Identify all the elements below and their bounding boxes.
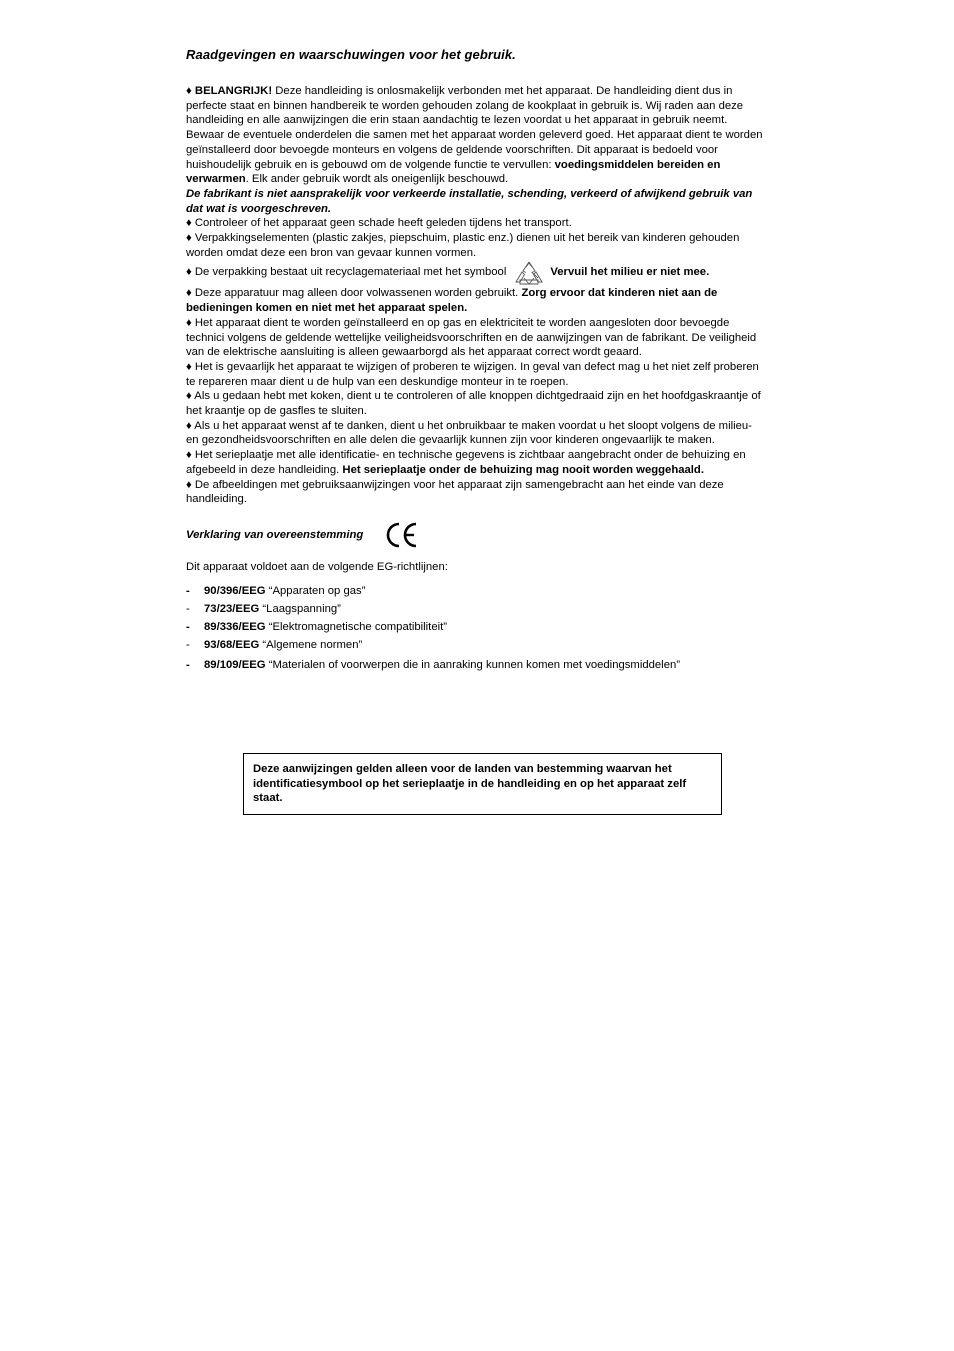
- list-dash: -: [186, 584, 190, 597]
- list-dash: -: [186, 658, 190, 671]
- country-notice-box: Deze aanwijzingen gelden alleen voor de landen van bestemming waarvan het identificatiesymbool op het serieplaatje in de handleiding en op het apparaat zelf staat.: [243, 753, 722, 815]
- after-cooking-paragraph: ♦ Als u gedaan hebt met koken, dient u te controleren of alle knoppen dichtgedraaid zijn en het hoofdgaskraantje of het kraantje op de gasfles te sluiten.: [186, 390, 761, 418]
- declaration-title: Verklaring van overeenstemming: [186, 528, 364, 541]
- important-text: Deze handleiding is onlosmakelijk verbonden met het apparaat. De handleiding dient dus in perfecte staat en binnen handbereik te worden gehouden zolang de kookplaat in gebruik is. Wij raden aan deze handleiding en alle aanwijzingen die erin staan aandachtig te lezen voordat u het apparaat in gebruik neemt. Bewaar de eventuele onderdelen die samen met het apparaat worden geleverd goed. Het apparaat dient te worden geïnstalleerd door bevoegde monteurs en volgens de geldende voorschriften. Dit apparaat is bedoeld voor huishoudelijk gebruik en is gebouwd om de volgende functie te vervullen:: [186, 85, 763, 171]
- directive-item: [186, 621, 766, 633]
- declaration-header: [186, 519, 766, 551]
- adults-only-paragraph: [186, 286, 766, 315]
- directive-code: 90/396/EEG: [204, 584, 266, 597]
- recycle-icon: [512, 260, 546, 286]
- children-warning: Zorg ervoor dat kinderen niet aan de bedieningen komen en niet met het apparaat spelen.: [186, 287, 718, 315]
- directive-code: 89/109/EEG: [204, 658, 266, 671]
- page-title: Raadgevingen en waarschuwingen voor het gebruik.: [186, 47, 516, 62]
- ce-mark-icon: [385, 521, 419, 549]
- directive-description: “Apparaten op gas”: [265, 584, 366, 597]
- directive-item: [186, 603, 766, 615]
- bullet: ♦: [186, 85, 192, 97]
- important-text-end: . Elk ander gebruik wordt als oneigenlijk beschouwd.: [245, 173, 509, 186]
- transport-check: ♦ Controleer of het apparaat geen schade heeft geleden tijdens het transport.: [186, 217, 572, 230]
- liability-notice: De fabrikant is niet aansprakelijk voor verkeerde installatie, schending, verkeerd of afwijkend gebruik van dat wat is voorgeschreven.: [186, 187, 753, 215]
- important-label: BELANGRIJK!: [194, 85, 273, 97]
- important-paragraph: [186, 84, 766, 187]
- directive-code: 73/23/EEG: [204, 602, 260, 615]
- directive-item: [186, 659, 766, 671]
- installation-paragraph: ♦ Het apparaat dient te worden geïnstalleerd en op gas en elektriciteit te worden aangesloten door bevoegde technici volgens de geldende wettelijke veiligheidsvoorschriften en de aanwijzingen van de fabrikant. De veiligheid van de elektrische aansluiting is alleen gewaarborgd als het apparaat correct wordt geaard.: [186, 316, 757, 359]
- document-page: [186, 47, 766, 805]
- directive-code: 89/336/EEG: [204, 620, 266, 633]
- disposal-paragraph: ♦ Als u het apparaat wenst af te danken, dient u het onbruikbaar te maken voordat u het sloopt volgens de milieu- en gezondheidsvoorschriften en alle delen die gevaarlijk kunnen zijn voor kinderen ongevaarlijk te maken.: [186, 419, 752, 447]
- declaration-intro: Dit apparaat voldoet aan de volgende EG-richtlijnen:: [186, 560, 448, 573]
- list-dash: -: [186, 620, 190, 633]
- directive-item: [186, 639, 766, 651]
- directive-item: [186, 585, 766, 597]
- intended-use: voedingsmiddelen bereiden en verwarmen: [186, 158, 721, 186]
- list-dash: -: [186, 638, 190, 651]
- directive-code: 93/68/EEG: [204, 638, 260, 651]
- serial-plate-paragraph: [186, 448, 766, 477]
- environment-warning: Vervuil het milieu er niet mee.: [550, 266, 710, 279]
- directive-description: “Materialen of voorwerpen die in aanraking kunnen komen met voedingsmiddelen”: [265, 658, 681, 671]
- directive-description: “Laagspanning”: [259, 602, 341, 615]
- adults-text: ♦ Deze apparatuur mag alleen door volwassenen worden gebruikt.: [186, 287, 522, 300]
- modification-warning: ♦ Het is gevaarlijk het apparaat te wijzigen of proberen te wijzigen. In geval van defect mag u het niet zelf proberen te repareren maar dient u de hulp van een deskundige monteur in te roepen.: [186, 360, 759, 388]
- directive-description: “Algemene normen”: [259, 638, 363, 651]
- recycling-paragraph: [186, 260, 766, 286]
- packaging-warning: ♦ Verpakkingselementen (plastic zakjes, piepschuim, plastic enz.) dienen uit het bereik van kinderen gehouden worden omdat deze een bron van gevaar kunnen vormen.: [186, 232, 740, 259]
- illustrations-paragraph: ♦ De afbeeldingen met gebruiksaanwijzingen voor het apparaat zijn samengebracht aan het einde van deze handleiding.: [186, 478, 724, 506]
- serial-plate-text: ♦ Het serieplaatje met alle identificatie- en technische gegevens is zichtbaar aangebracht onder de behuizing en afgebeeld in deze handleiding.: [186, 449, 746, 476]
- list-dash: -: [186, 602, 190, 615]
- recycling-text: ♦ De verpakking bestaat uit recyclagemateriaal met het symbool: [186, 266, 507, 279]
- serial-plate-warning: Het serieplaatje onder de behuizing mag nooit worden weggehaald.: [342, 463, 704, 476]
- directive-description: “Elektromagnetische compatibiliteit”: [265, 620, 448, 633]
